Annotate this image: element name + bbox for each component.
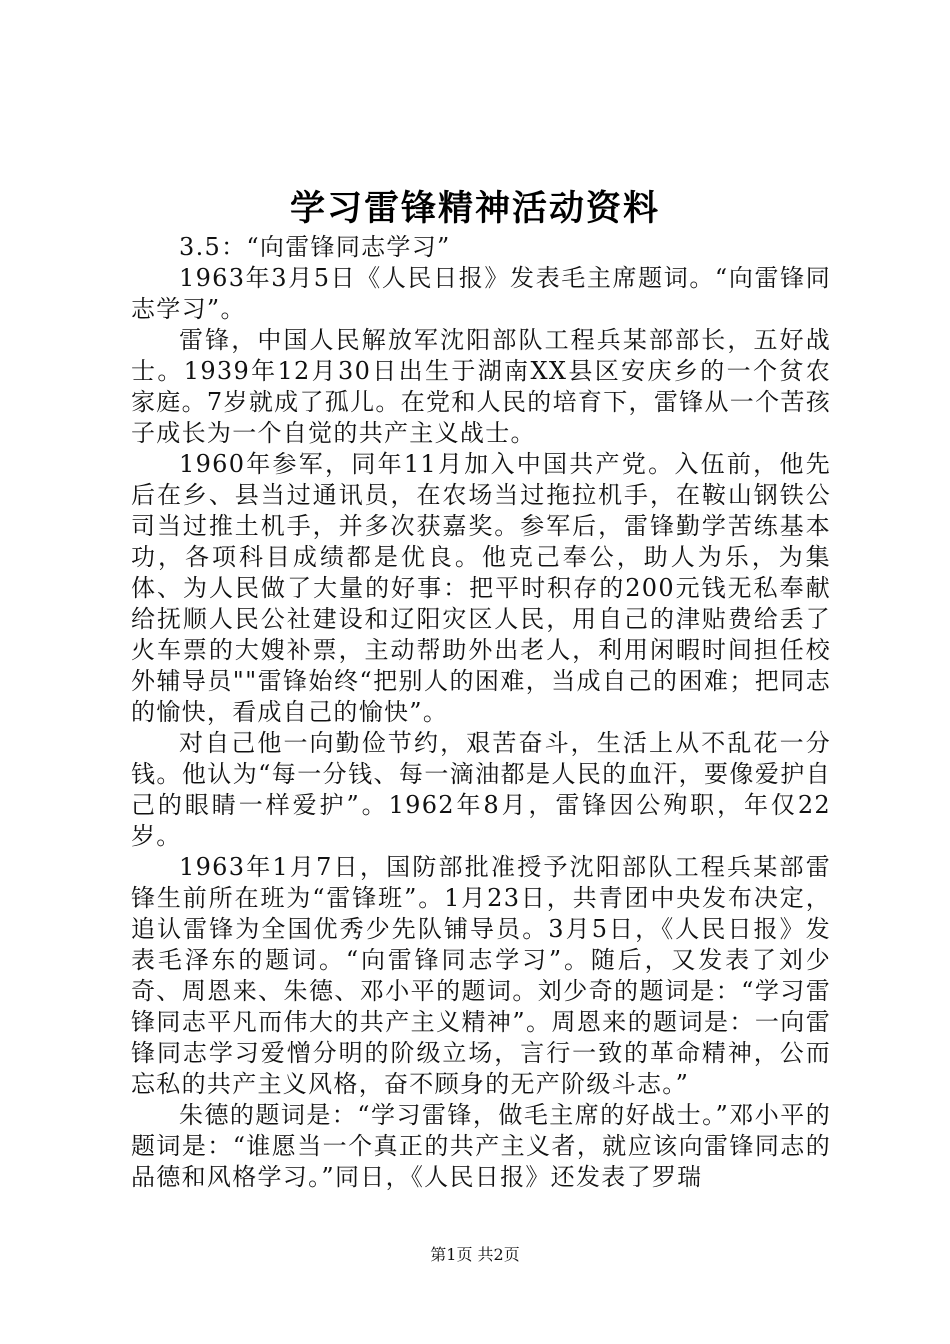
paragraph: 1963年1月7日，国防部批准授予沈阳部队工程兵某部雷锋生前所在班为“雷锋班”。1月23日，共青团中央发布决定，追认雷锋为全国优秀少先队铺导员。3月5日，《人民日报》发表毛泽东的题词。“向雷锋同志学习”。随后，又发表了刘少奇、周恩来、朱德、邓小平的题词。刘少奇的题词是：“学习雷锋同志平凡而伟大的共产主义精神”。周恩来的题词是：一向雷锋同志学习爱憎分明的阶级立场，言行一致的革命精神，公而忘私的共产主义风格，奋不顾身的无产阶级斗志。” (131, 853, 831, 1098)
paragraph: 1960年参军，同年11月加入中国共产党。入伍前，他先后在乡、县当过通讯员，在农场当过拖拉机手，在鞍山钢铁公司当过推土机手，并多次获嘉奖。参军后，雷锋勤学苦练基本功，各项科目成绩都是优良。他克己奉公，助人为乐，为集体、为人民做了大量的好事：把平时积存的200元钱无私奉献给抚顺人民公社建设和辽阳灾区人民，用自己的津贴费给丢了火车票的大嫂补票，主动帮助外出老人，利用闲暇时间担任校外辅导员""雷锋始终“把别人的困难，当成自己的困难；把同志的愉快，看成自己的愉快”。 (131, 450, 831, 726)
document-body (131, 232, 831, 1193)
paragraph: 1963年3月5日《人民日报》发表毛主席题词。“向雷锋同志学习”。 (131, 264, 831, 323)
paragraph: 对自己他一向勤俭节约，艰苦奋斗，生活上从不乱花一分钱。他认为“每一分钱、每一滴油都是人民的血汗，要像爱护自己的眼睛一样爱护”。1962年8月，雷锋因公殉职，年仅22岁。 (131, 729, 831, 850)
page-number-footer: 第1页 共2页 (430, 1245, 520, 1264)
document-title: 学习雷锋精神活动资料 (289, 188, 660, 229)
paragraph: 朱德的题词是：“学习雷锋，做毛主席的好战士。”邓小平的题词是：“谁愿当一个真正的共产主义者，就应该向雷锋同志的品德和风格学习。”同日，《人民日报》还发表了罗瑞 (131, 1101, 831, 1191)
paragraph: 3.5：“向雷锋同志学习” (179, 233, 451, 261)
paragraph: 雷锋，中国人民解放军沈阳部队工程兵某部部长，五好战士。1939年12月30日出生于湖南XX县区安庆乡的一个贫农家庭。7岁就成了孤儿。在党和人民的培育下，雷锋从一个苦孩子成长为一个自觉的共产主义战士。 (131, 326, 831, 447)
